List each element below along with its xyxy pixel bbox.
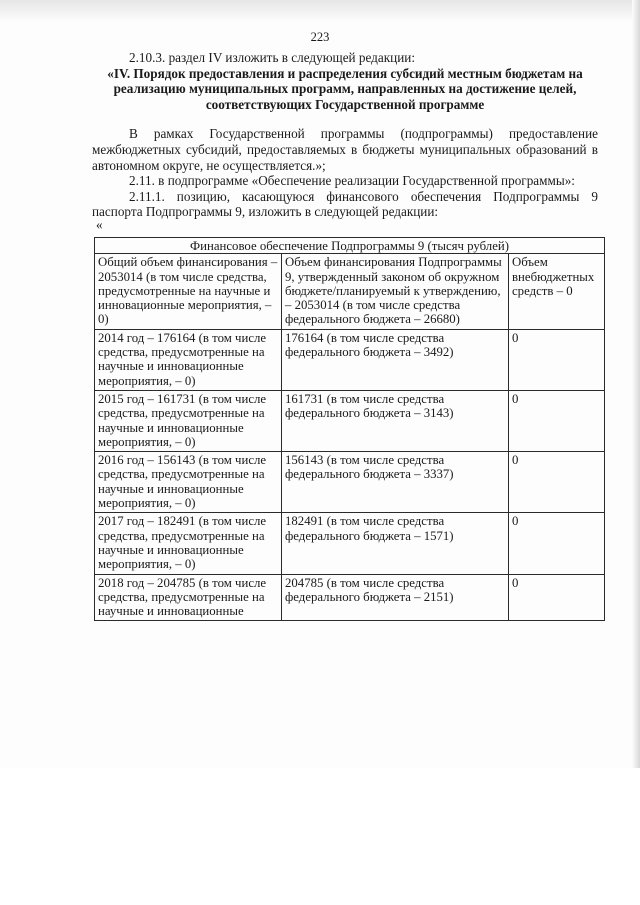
cell-year-total: 2016 год – 156143 (в том числе средства, предусмотренные на научные и инновационные мероприятия, – 0) xyxy=(95,452,282,513)
paragraph-2-11-1: 2.11.1. позицию, касающуюся финансового обеспечения Подпрограммы 9 паспорта Подпрограммы 9, изложить в следующей редакции: xyxy=(92,188,598,220)
table-row xyxy=(95,329,605,390)
scan-shadow-top xyxy=(0,0,640,22)
document-body xyxy=(92,50,598,230)
table-title: Финансовое обеспечение Подпрограммы 9 (тысяч рублей) xyxy=(95,238,605,254)
header-approved-financing: Объем финансирования Подпрограммы 9, утвержденный законом об окружном бюджете/планируемый к утверждению, – 2053014 (в том числе средства федерального бюджета – 26680) xyxy=(282,254,509,329)
cell-year-total: 2018 год – 204785 (в том числе средства, предусмотренные на научные и инновационные xyxy=(95,574,282,621)
scan-shadow-right xyxy=(632,0,640,770)
cell-approved: 204785 (в том числе средства федерального бюджета – 2151) xyxy=(282,574,509,621)
page-number: 223 xyxy=(310,30,330,44)
cell-extrabudgetary: 0 xyxy=(509,329,605,390)
section-heading: «IV. Порядок предоставления и распределения субсидий местным бюджетам на реализацию муниципальных программ, направленных на достижение целей, соответствующих Государственной программе xyxy=(107,65,583,112)
cell-approved: 161731 (в том числе средства федерального бюджета – 3143) xyxy=(282,390,509,451)
cell-year-total: 2017 год – 182491 (в том числе средства, предусмотренные на научные и инновационные мероприятия, – 0) xyxy=(95,513,282,574)
table-row xyxy=(95,574,605,621)
cell-approved: 156143 (в том числе средства федерального бюджета – 3337) xyxy=(282,452,509,513)
paragraph-subsidies: В рамках Государственной программы (подпрограммы) предоставление межбюджетных субсидий, предоставляемых в бюджеты муниципальных образований в автономном округе, не осуществляется.»; xyxy=(92,126,598,173)
header-extrabudgetary: Объем внебюджетных средств – 0 xyxy=(509,254,605,329)
table-header-row xyxy=(95,254,605,329)
cell-approved: 176164 (в том числе средства федерального бюджета – 3492) xyxy=(282,329,509,390)
table-title-row xyxy=(95,238,605,254)
cell-year-total: 2015 год – 161731 (в том числе средства, предусмотренные на научные и инновационные мероприятия, – 0) xyxy=(95,390,282,451)
cell-year-total: 2014 год – 176164 (в том числе средства, предусмотренные на научные и инновационные мероприятия, – 0) xyxy=(95,329,282,390)
header-total-financing: Общий объем финансирования – 2053014 (в том числе средства, предусмотренные на научные и инновационные мероприятия, – 0) xyxy=(95,254,282,329)
financing-table xyxy=(94,237,605,621)
cell-extrabudgetary: 0 xyxy=(509,513,605,574)
table-row xyxy=(95,452,605,513)
paragraph-2-10-3: 2.10.3. раздел IV изложить в следующей редакции: xyxy=(129,50,415,65)
opening-quote: « xyxy=(96,216,103,232)
paragraph-2-11: 2.11. в подпрограмме «Обеспечение реализации Государственной программы»: xyxy=(129,173,575,189)
page-bottom-blank xyxy=(0,768,640,905)
cell-approved: 182491 (в том числе средства федерального бюджета – 1571) xyxy=(282,513,509,574)
table-row xyxy=(95,513,605,574)
table-row xyxy=(95,390,605,451)
cell-extrabudgetary: 0 xyxy=(509,390,605,451)
cell-extrabudgetary: 0 xyxy=(509,574,605,621)
cell-extrabudgetary: 0 xyxy=(509,452,605,513)
